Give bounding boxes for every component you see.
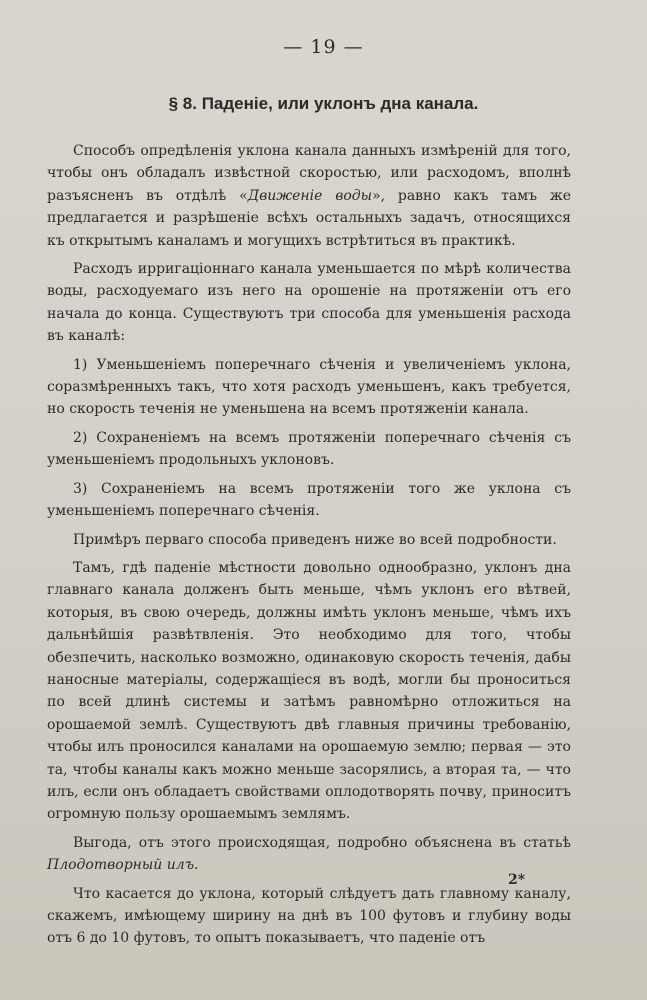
body-text	[47, 140, 571, 956]
paragraph: Примѣръ перваго способа приведенъ ниже во всей подробности.	[73, 531, 557, 548]
paragraph: 2) Сохраненіемъ на всемъ протяженіи поперечнаго сѣченія съ уменьшеніемъ продольныхъ уклоновъ.	[47, 429, 571, 469]
paragraph: Способъ опредѣленія уклона канала данныхъ измѣреній для того, чтобы онъ обладалъ извѣстной скоростью, или расходомъ, вполнѣ разъясненъ въ отдѣлѣ «Движеніе воды», равно какъ тамъ же предлагается и разрѣшеніе всѣхъ остальныхъ задачъ, относящихся къ открытымъ каналамъ и могущихъ встрѣтиться въ практикѣ.	[47, 143, 571, 249]
signature-mark: 2*	[508, 872, 526, 888]
paragraph: 1) Уменьшеніемъ поперечнаго сѣченія и увеличеніемъ уклона, соразмѣренныхъ такъ, что хотя расходъ уменьшенъ, какъ требуется, но скорость теченія не уменьшена на всемъ протяженіи канала.	[47, 356, 571, 418]
paragraph: 3) Сохраненіемъ на всемъ протяженіи того же уклона съ уменьшеніемъ поперечнаго сѣченія.	[47, 480, 571, 520]
paragraph: Выгода, отъ этого происходящая, подробно объяснена въ статьѣ Плодотворный илъ.	[47, 834, 571, 874]
paragraph: Расходъ ирригаціоннаго канала уменьшается по мѣрѣ количества воды, расходуемаго изъ него на орошеніе на протяженіи отъ его начала до конца. Существуютъ три способа для уменьшенія расхода въ каналѣ:	[47, 261, 571, 345]
paragraph: Что касается до уклона, который слѣдуетъ дать главному каналу, скажемъ, имѣющему ширину на днѣ въ 100 футовъ и глубину воды отъ 6 до 10 футовъ, то опытъ показываетъ, что паденіе отъ	[47, 885, 571, 947]
paragraph: Тамъ, гдѣ паденіе мѣстности довольно однообразно, уклонъ дна главнаго канала долженъ быть меньше, чѣмъ уклонъ его вѣтвей, которыя, въ свою очередь, должны имѣть уклонъ меньше, чѣмъ ихъ дальнѣйшія развѣтвленія. Это необходимо для того, чтобы обезпечить, насколько возможно, одинаковую скорость теченія, дабы наносные матеріалы, содержащіеся въ водѣ, могли бы проноситься по всей длинѣ системы и затѣмъ равномѣрно отложиться на орошаемой землѣ. Существуютъ двѣ главныя причины требованію, чтобы илъ проносился каналами на орошаемую землю; первая — это та, чтобы каналы какъ можно меньше засорялись, а вторая та, — что илъ, если онъ обладаетъ свойствами оплодотворять почву, приноситъ огромную пользу орошаемымъ землямъ.	[47, 559, 571, 823]
page-number: — 19 —	[283, 36, 364, 58]
section-title: § 8. Паденіе, или уклонъ дна канала.	[168, 94, 479, 113]
